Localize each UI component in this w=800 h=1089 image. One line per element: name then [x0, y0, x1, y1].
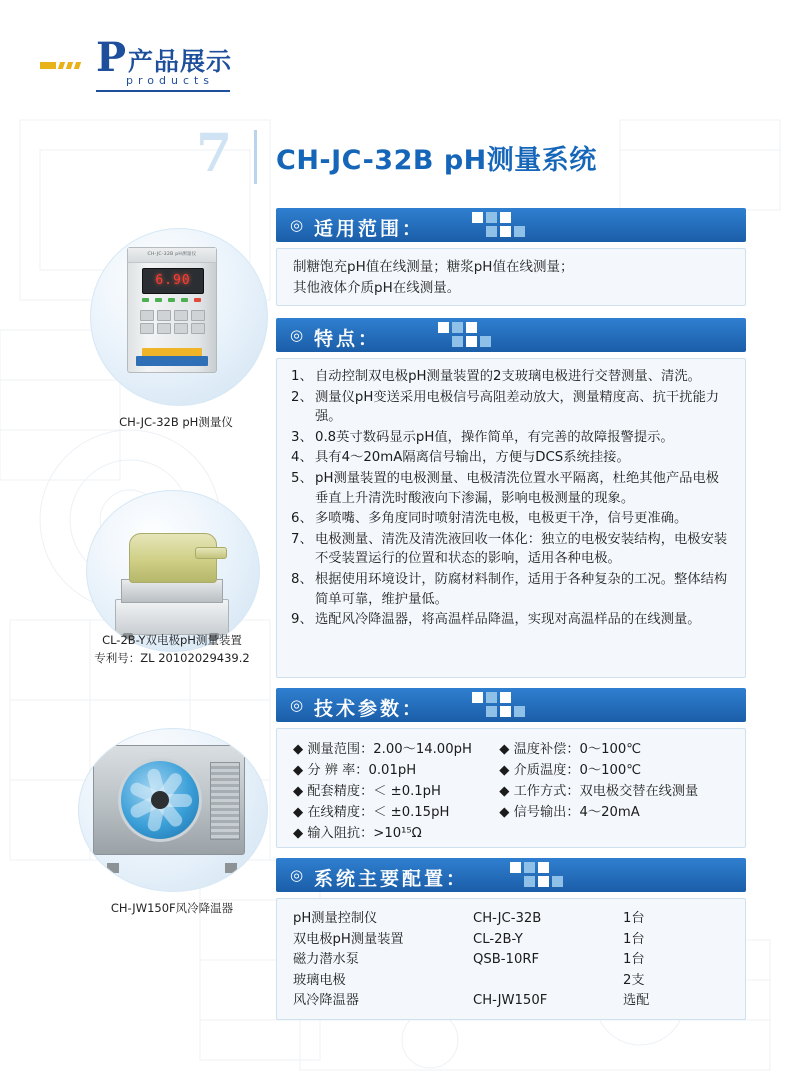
tech-label: ◆ 输入阻抗： — [293, 826, 374, 841]
photo-caption-controller: CH-JC-32B pH测量仪 — [119, 415, 233, 429]
config-name: pH测量控制仪 — [293, 911, 378, 926]
photo-patent-number: 专利号：ZL 20102029439.2 — [94, 651, 250, 665]
table-row — [293, 991, 735, 1012]
fan-grille — [210, 762, 240, 840]
feature-text: pH测量装置的电极测量、电极清洗位置水平隔离，杜绝其他产品电极垂直上升清洗时酸液向下渗漏，影响电极测量的现象。 — [315, 470, 720, 506]
tech-label: ◆ 介质温度： — [499, 763, 580, 778]
diamond-icon: ◎ — [290, 696, 304, 714]
photo-caption-measuring-unit: CL-2B-Y双电极pH测量装置 — [102, 633, 242, 647]
section-heading-config-label: 系统主要配置： — [314, 868, 469, 890]
section-heading-features-label: 特点： — [314, 328, 381, 350]
page-title: CH-JC-32B pH测量系统 — [276, 145, 597, 176]
photo-caption-cooler: CH-JW150F风冷降温器 — [110, 901, 234, 915]
config-name: 玻璃电极 — [293, 972, 346, 988]
tech-label: ◆ 工作方式： — [499, 784, 580, 799]
title-divider — [254, 130, 257, 184]
product-photo-cooler — [78, 728, 268, 892]
feature-number: 8、 — [291, 571, 313, 587]
section-number: 7 — [196, 123, 233, 184]
device-base-strip — [136, 356, 208, 366]
diamond-icon: ◎ — [290, 326, 304, 344]
section-heading-tech-label: 技术参数： — [314, 698, 425, 720]
header-dash-ornament — [40, 60, 90, 72]
feature-number: 3、 — [291, 429, 313, 445]
config-qty: 选配 — [623, 993, 650, 1008]
section-body-config — [276, 898, 746, 1020]
fan-ring — [118, 758, 202, 842]
tech-row — [293, 781, 735, 802]
section-body-scope — [276, 248, 746, 306]
feature-text: 自动控制双电极pH测量装置的2支玻璃电极进行交替测量、清洗。 — [315, 369, 701, 384]
config-model: CH-JC-32B — [473, 911, 542, 926]
tech-label: ◆ 测量范围： — [293, 742, 374, 757]
feature-item — [291, 509, 729, 529]
device-keypad — [140, 310, 204, 342]
product-photo-controller — [90, 228, 268, 406]
square-ornament — [438, 322, 504, 348]
feature-item — [291, 610, 729, 630]
header-rule — [96, 90, 230, 92]
photo-block-cooler — [52, 728, 292, 928]
config-table — [277, 899, 745, 1012]
config-model: QSB-10RF — [473, 952, 540, 967]
header-title: 产品展示 — [128, 47, 233, 76]
tech-value: 2.00～14.00pH — [373, 742, 472, 757]
tech-value: ＜ ±0.1pH — [373, 784, 441, 799]
feature-item — [291, 469, 729, 508]
square-ornament — [472, 212, 538, 238]
device-led-row — [142, 298, 202, 304]
device-illustration-measuring-unit — [87, 491, 257, 641]
diamond-icon: ◎ — [290, 866, 304, 884]
scope-line: 制糖饱充pH值在线测量；糖浆pH值在线测量； — [293, 259, 574, 275]
feature-number: 7、 — [291, 531, 313, 547]
feature-item — [291, 530, 729, 569]
tech-value: 0～100℃ — [579, 742, 642, 757]
tech-label: ◆ 分 辨 率： — [293, 763, 369, 778]
feature-item — [291, 570, 729, 609]
photo-block-controller — [56, 228, 296, 458]
feature-number: 4、 — [291, 450, 313, 466]
tech-row — [293, 739, 735, 760]
tech-row — [293, 802, 735, 823]
device-illustration-controller — [91, 229, 251, 389]
feature-item — [291, 428, 729, 448]
config-model — [473, 971, 623, 992]
square-ornament — [472, 692, 538, 718]
table-row — [293, 909, 735, 930]
feature-number: 2、 — [291, 389, 313, 405]
feature-text: 测量仪pH变送采用电极信号高阻差动放大，测量精度高、抗干扰能力强。 — [315, 389, 720, 425]
config-name: 双电极pH测量装置 — [293, 931, 404, 947]
table-row — [293, 950, 735, 971]
device-display — [142, 268, 204, 294]
tech-value: 0.01pH — [368, 763, 417, 778]
tech-value: 4～20mA — [579, 805, 640, 820]
tech-label: ◆ 配套精度： — [293, 784, 374, 799]
tech-label: ◆ 在线精度： — [293, 805, 374, 820]
config-qty: 1台 — [623, 911, 645, 926]
feature-item — [291, 448, 729, 468]
table-row — [293, 930, 735, 951]
section-heading-tech — [276, 688, 746, 722]
feature-text: 具有4～20mA隔离信号输出，方便与DCS系统挂接。 — [315, 450, 630, 466]
tech-value: ＜ ±0.15pH — [373, 805, 450, 820]
section-body-features — [276, 358, 746, 678]
config-qty: 2支 — [623, 972, 645, 988]
tech-row — [293, 760, 735, 781]
feature-text: 选配风冷降温器，将高温样品降温，实现对高温样品的在线测量。 — [315, 612, 701, 628]
device-nameplate-text: CH-JC-32B pH测量仪 — [128, 248, 216, 263]
photo-block-measuring-unit — [52, 490, 292, 680]
tech-value: >10¹⁵Ω — [373, 826, 422, 841]
tech-label: ◆ 信号输出： — [499, 805, 580, 820]
header-logo-letter: P — [96, 34, 127, 81]
scope-line: 其他液体介质pH在线测量。 — [293, 280, 461, 296]
section-heading-scope — [276, 208, 746, 242]
tech-label: ◆ 温度补偿： — [499, 742, 580, 757]
page-header — [40, 34, 290, 90]
config-model: CH-JW150F — [473, 993, 548, 1008]
feature-text: 根据使用环境设计，防腐材料制作，适用于各种复杂的工况。整体结构简单可靠，维护量低。 — [315, 571, 728, 607]
config-name: 风冷降温器 — [293, 993, 359, 1008]
diamond-icon: ◎ — [290, 216, 304, 234]
section-heading-features — [276, 318, 746, 352]
section-heading-config — [276, 858, 746, 892]
product-photo-measuring-unit — [86, 490, 260, 652]
tech-value: 0～100℃ — [579, 763, 642, 778]
tech-value: 双电极交替在线测量 — [579, 784, 699, 799]
feature-number: 1、 — [291, 369, 313, 384]
table-row — [293, 971, 735, 992]
square-ornament — [510, 862, 576, 888]
feature-item — [291, 367, 729, 387]
section-heading-scope-label: 适用范围： — [314, 218, 425, 240]
feature-text: 0.8英寸数码显示pH值，操作简单，有完善的故障报警提示。 — [315, 429, 674, 445]
feature-number: 5、 — [291, 470, 313, 486]
feature-number: 9、 — [291, 612, 313, 628]
feature-number: 6、 — [291, 511, 313, 527]
device-illustration-cooler — [79, 729, 268, 879]
config-qty: 1台 — [623, 952, 645, 967]
config-qty: 1台 — [623, 931, 645, 947]
feature-item — [291, 388, 729, 427]
section-body-tech — [276, 728, 746, 848]
config-model: CL-2B-Y — [473, 931, 523, 947]
device-display-value: 6.90 — [155, 273, 191, 288]
tech-row — [293, 823, 735, 844]
config-name: 磁力潜水泵 — [293, 952, 359, 967]
feature-text: 电极测量、清洗及清洗液回收一体化：独立的电极安装结构，电极安装不受装置运行的位置和状态的影响，适用各种电极。 — [315, 531, 728, 567]
header-subtitle: products — [126, 74, 215, 87]
feature-text: 多喷嘴、多角度同时喷射清洗电极，电极更干净，信号更准确。 — [315, 511, 688, 527]
product-title-row — [196, 123, 756, 188]
